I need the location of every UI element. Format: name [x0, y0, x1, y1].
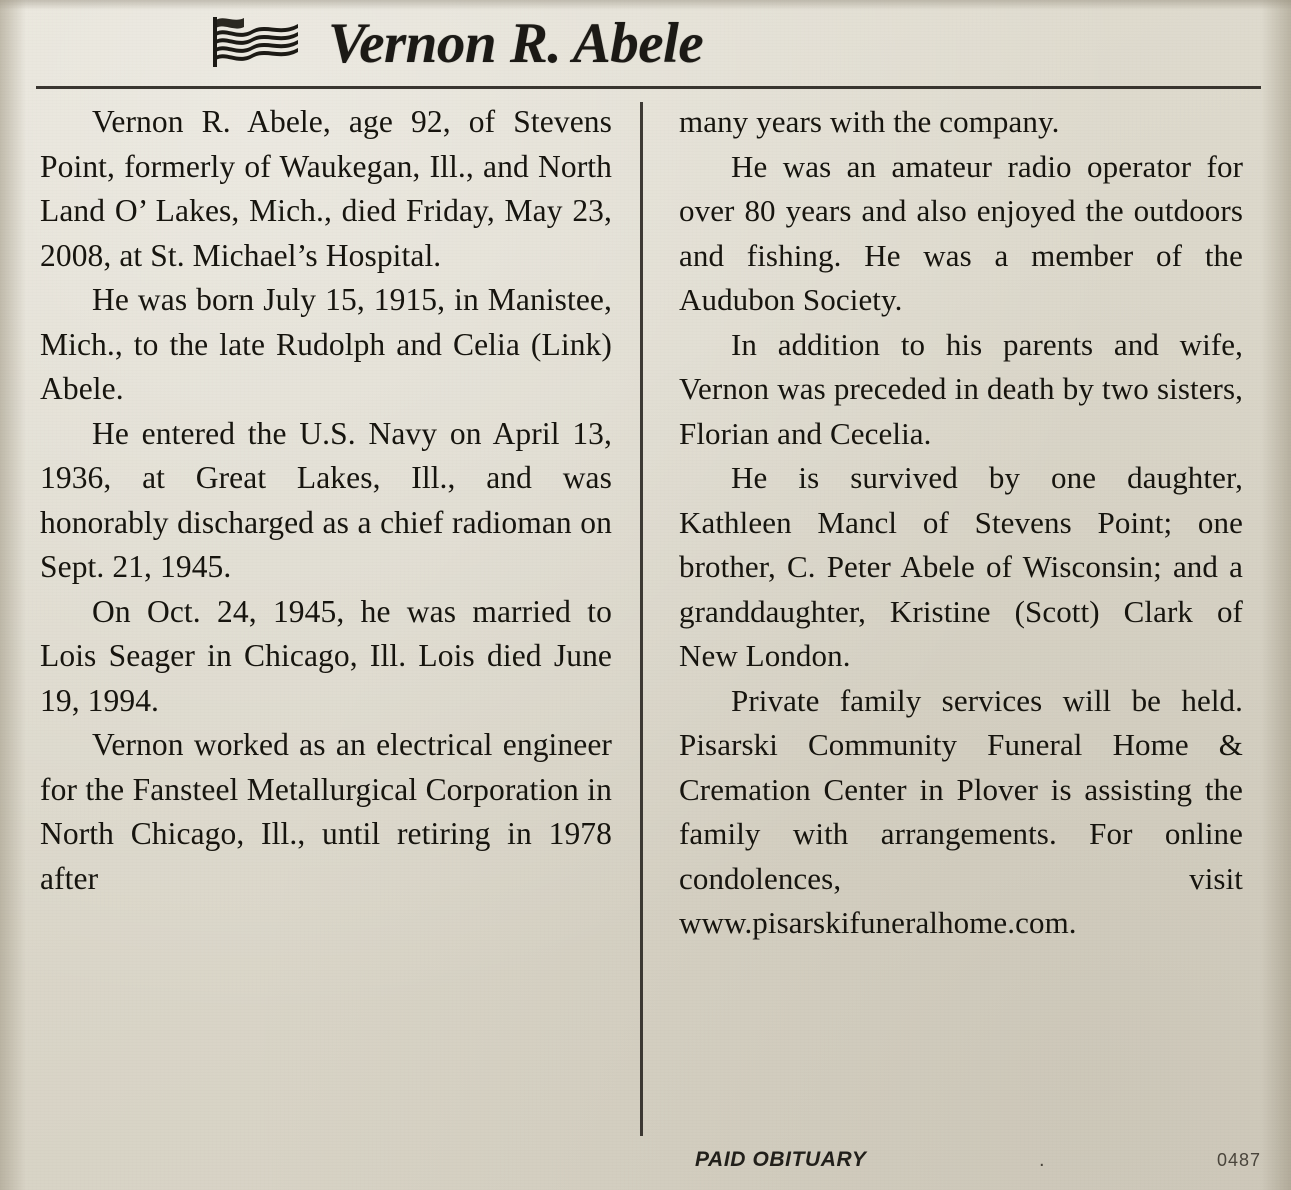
footer-separator: .	[1038, 1149, 1045, 1171]
paragraph: He was an amateur radio operator for over 80 years and also enjoyed the outdoors and fishing. He was a member of the Audubon Society.	[679, 148, 1243, 317]
column-right	[643, 100, 1243, 1182]
column-left	[40, 100, 640, 1182]
column-divider	[640, 102, 643, 1136]
header-rule	[36, 86, 1261, 89]
paragraph: many years with the company.	[679, 104, 1060, 139]
paragraph: On Oct. 24, 1945, he was married to Lois Seager in Chicago, Ill. Lois died June 19, 1994.	[40, 593, 612, 718]
paragraph: Private family services will be held. Pisarski Community Funeral Home & Cremation Center in Plover is assisting the family with arrangements. For online condolences, visit www.pisarskifuneralhome.com.	[679, 682, 1243, 940]
american-flag-icon	[212, 14, 304, 70]
page-title: Vernon R. Abele	[328, 11, 704, 75]
article-columns	[40, 100, 1263, 1182]
paid-obituary-label: PAID OBITUARY	[695, 1148, 867, 1171]
paragraph: He entered the U.S. Navy on April 13, 1936, at Great Lakes, Ill., and was honorably discharged as a chief radioman on Sept. 21, 1945.	[40, 415, 612, 584]
paragraph: He was born July 15, 1915, in Manistee, Mich., to the late Rudolph and Celia (Link) Abele.	[40, 282, 612, 406]
paragraph: He is survived by one daughter, Kathleen Mancl of Stevens Point; one brother, C. Peter Abele of Wisconsin; and a granddaughter, Kristine (Scott) Clark of New London.	[679, 460, 1243, 673]
paper-edge-right	[1261, 0, 1291, 1190]
paragraph: Vernon worked as an electrical engineer for the Fansteel Metallurgical Corporation in North Chicago, Ill., until retiring in 1978 after	[40, 727, 612, 896]
paragraph: In addition to his parents and wife, Vernon was preceded in death by two sisters, Florian and Cecelia.	[679, 326, 1243, 451]
footer	[695, 1148, 1261, 1172]
paragraph: Vernon R. Abele, age 92, of Stevens Point, formerly of Waukegan, Ill., and North Land O’ Lakes, Mich., died Friday, May 23, 2008, at St. Michael’s Hospital.	[40, 104, 612, 273]
document-number: 0487	[1216, 1150, 1261, 1170]
paper-edge-left	[0, 0, 26, 1190]
masthead	[0, 0, 1291, 86]
